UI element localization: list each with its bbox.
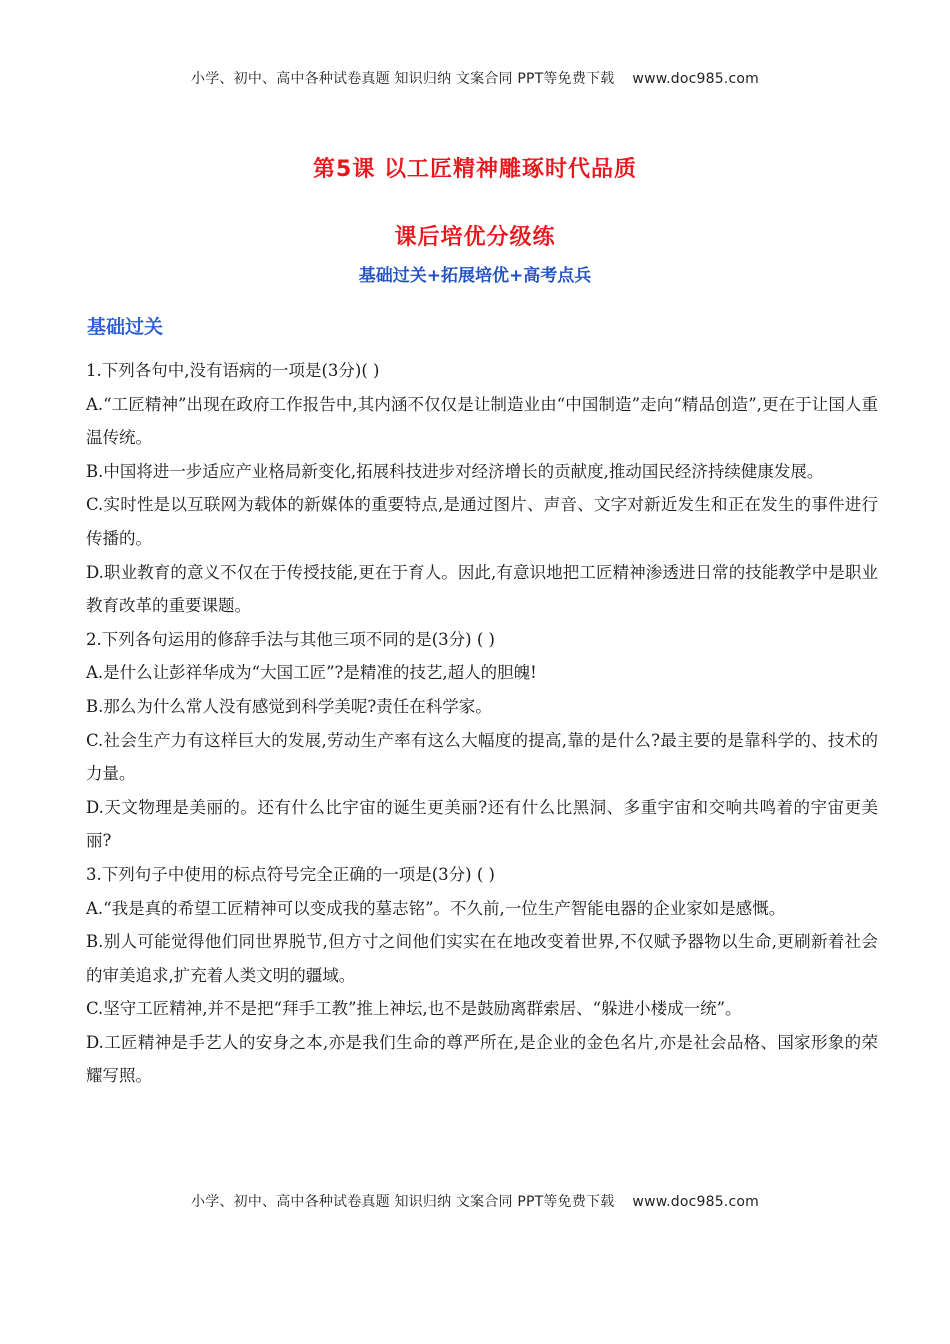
question-list [86, 354, 878, 1093]
page-subtitle: 课后培优分级练 [394, 225, 556, 250]
question-1-option-d: D.职业教育的意义不仅在于传授技能,更在于育人。因此,有意识地把工匠精神渗透进日常的技能教学中是职业教育改革的重要课题。 [86, 562, 878, 616]
question-3-option-c: C.坚守工匠精神,并不是把“拜手工教”推上神坛,也不是鼓励离群索居、“躲进小楼成一统”。 [86, 999, 742, 1019]
header-banner [0, 68, 950, 88]
question-1-option-a: A.“工匠精神”出现在政府工作报告中,其内涵不仅仅是让制造业由“中国制造”走向“精品创造”,更在于让国人重温传统。 [86, 394, 878, 448]
footer-banner-url[interactable]: www.doc985.com [632, 1194, 759, 1210]
footer-banner [0, 1191, 950, 1211]
question-3-stem: 3.下列句子中使用的标点符号完全正确的一项是(3分) ( ) [86, 864, 495, 884]
footer-banner-text: 小学、初中、高中各种试卷真题 知识归纳 文案合同 PPT等免费下载 [191, 1194, 615, 1210]
question-2-option-a: A.是什么让彭祥华成为“大国工匠”?是精准的技艺,超人的胆魄! [86, 663, 537, 683]
question-3-option-b: B.别人可能觉得他们同世界脱节,但方寸之间他们实实在在地改变着世界,不仅赋予器物以生命,更刷新着社会的审美追求,扩充着人类文明的疆域。 [86, 932, 878, 985]
question-1-option-b: B.中国将进一步适应产业格局新变化,拓展科技进步对经济增长的贡献度,推动国民经济持续健康发展。 [86, 461, 824, 481]
banner-text: 小学、初中、高中各种试卷真题 知识归纳 文案合同 PPT等免费下载 [191, 71, 615, 87]
question-2-stem: 2.下列各句运用的修辞手法与其他三项不同的是(3分) ( ) [86, 629, 495, 649]
question-2-option-c: C.社会生产力有这样巨大的发展,劳动生产率有这么大幅度的提高,靠的是什么?最主要的是靠科学的、技术的力量。 [86, 730, 878, 784]
question-3-option-d: D.工匠精神是手艺人的安身之本,亦是我们生命的尊严所在,是企业的金色名片,亦是社会品格、国家形象的荣耀写照。 [86, 1032, 878, 1086]
question-1-option-c: C.实时性是以互联网为载体的新媒体的重要特点,是通过图片、声音、文字对新近发生和正在发生的事件进行传播的。 [86, 495, 878, 548]
question-2-option-b: B.那么为什么常人没有感觉到科学美呢?责任在科学家。 [86, 696, 492, 716]
page-title: 第5课 以工匠精神雕琢时代品质 [313, 157, 637, 182]
banner-url[interactable]: www.doc985.com [632, 71, 759, 87]
section-heading: 基础过关 [87, 316, 164, 338]
question-3-option-a: A.“我是真的希望工匠精神可以变成我的墓志铭”。不久前,一位生产智能电器的企业家如是感慨。 [86, 898, 786, 918]
question-1-stem: 1.下列各句中,没有语病的一项是(3分)( ) [86, 361, 380, 380]
page-subnote: 基础过关+拓展培优+高考点兵 [358, 266, 592, 286]
question-2-option-d: D.天文物理是美丽的。还有什么比宇宙的诞生更美丽?还有什么比黑洞、多重宇宙和交响共鸣着的宇宙更美丽? [86, 797, 878, 851]
